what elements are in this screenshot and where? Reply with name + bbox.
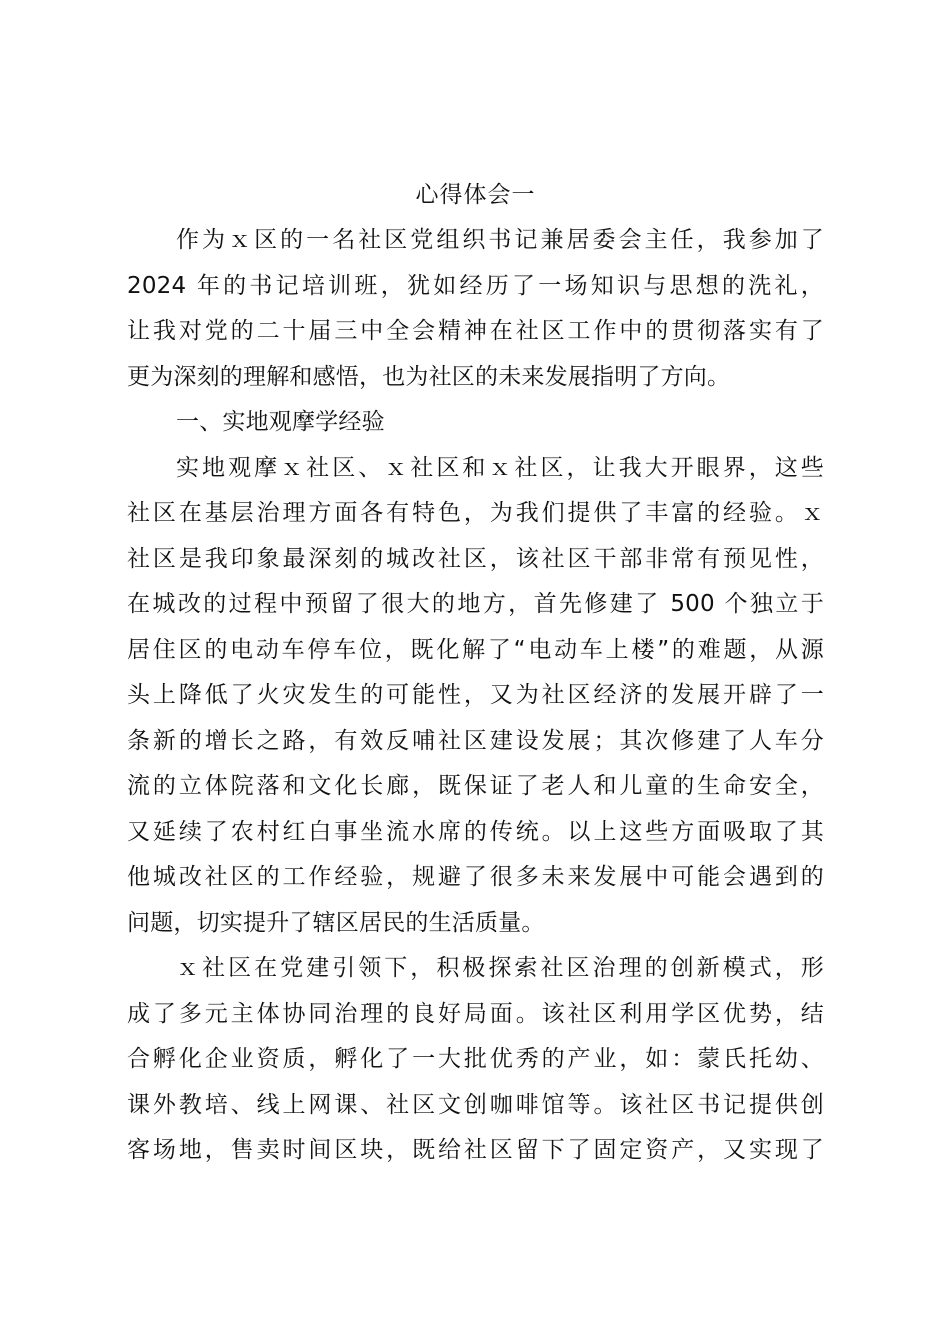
document-body	[127, 172, 824, 1174]
paragraph-line: 2024 年的书记培训班，犹如经历了一场知识与思想的洗礼，	[127, 272, 824, 299]
paragraph-line: 更为深刻的理解和感悟，也为社区的未来发展指明了方向。	[127, 363, 731, 390]
paragraph-line: 客场地，售卖时间区块，既给社区留下了固定资产，又实现了	[127, 1137, 824, 1163]
paragraph-line: 作为ｘ区的一名社区党组织书记兼居委会主任，我参加了	[176, 227, 824, 253]
paragraph-line: 又延续了农村红白事坐流水席的传统。以上这些方面吸取了其	[127, 818, 824, 845]
paragraph-line: 实地观摩ｘ社区、ｘ社区和ｘ社区，让我大开眼界，这些	[176, 454, 824, 481]
paragraph-line: 流的立体院落和文化长廊，既保证了老人和儿童的生命安全，	[127, 773, 824, 799]
paragraph-line: 头上降低了火灾发生的可能性，又为社区经济的发展开辟了一	[127, 682, 824, 708]
paragraph-line: 合孵化企业资质，孵化了一大批优秀的产业，如：蒙氏托幼、	[127, 1046, 824, 1072]
paragraph-line: 社区是我印象最深刻的城改社区，该社区干部非常有预见性，	[127, 545, 824, 572]
paragraph-line: 社区在基层治理方面各有特色，为我们提供了丰富的经验。ｘ	[127, 500, 824, 526]
paragraph-line: ｘ社区在党建引领下，积极探索社区治理的创新模式，形	[176, 955, 824, 981]
paragraph-line: 让我对党的二十届三中全会精神在社区工作中的贯彻落实有了	[127, 318, 824, 344]
paragraph-line: 居住区的电动车停车位，既化解了“电动车上楼”的难题，从源	[127, 636, 824, 663]
section-heading: 一、实地观摩学经验	[176, 409, 385, 435]
paragraph-line: 成了多元主体协同治理的良好局面。该社区利用学区优势，结	[127, 1000, 824, 1027]
paragraph-line: 他城改社区的工作经验，规避了很多未来发展中可能会遇到的	[127, 864, 824, 890]
paragraph-line: 在城改的过程中预留了很大的地方，首先修建了 500 个独立于	[127, 591, 824, 617]
paragraph-line: 问题，切实提升了辖区居民的生活质量。	[127, 909, 545, 936]
document-title: 心得体会一	[415, 182, 536, 208]
paragraph-line: 课外教培、线上网课、社区文创咖啡馆等。该社区书记提供创	[127, 1091, 824, 1118]
paragraph-line: 条新的增长之路，有效反哺社区建设发展；其次修建了人车分	[127, 727, 824, 754]
